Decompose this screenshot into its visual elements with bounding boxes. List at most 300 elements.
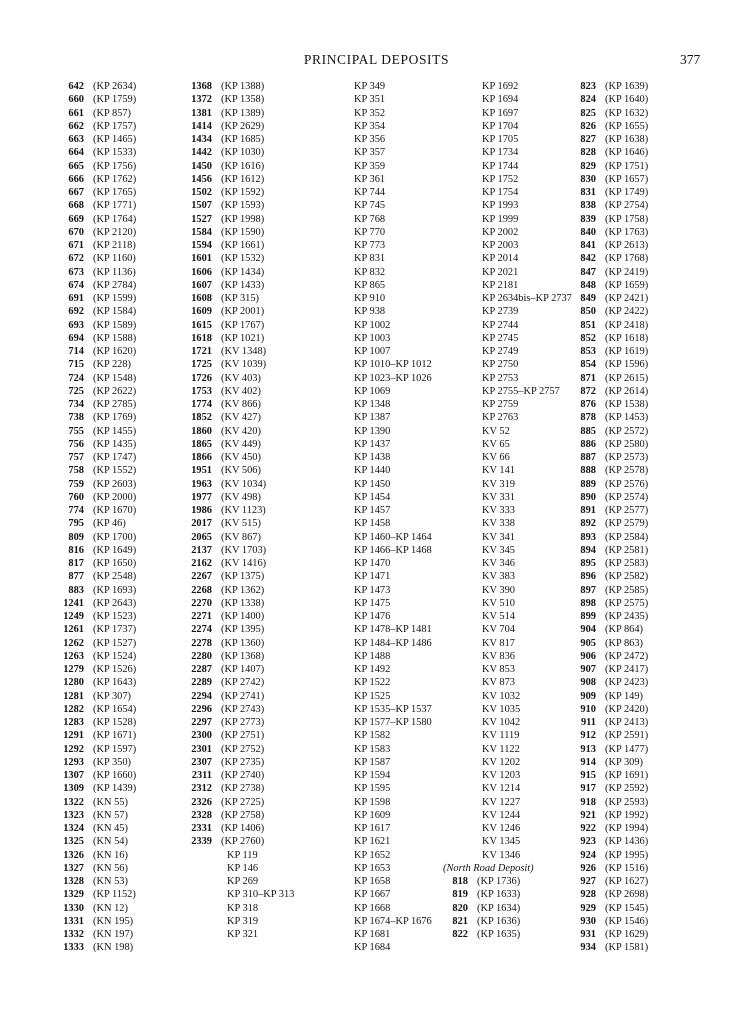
entry-reference: KP 910 — [354, 293, 386, 304]
entry-row — [0, 80, 649, 93]
entry-number: 795 — [68, 518, 84, 530]
entry-number: 821 — [452, 915, 468, 927]
entry-row — [0, 769, 649, 782]
entry-number: 691 — [68, 293, 84, 304]
entry-row — [0, 676, 649, 689]
entry-row — [0, 716, 649, 729]
entry-reference: (KP 2740) — [221, 770, 265, 781]
entry-number: 668 — [68, 200, 84, 212]
entry-number: 828 — [580, 147, 596, 159]
entry-reference: KP 1609 — [354, 809, 391, 821]
entry-reference: KP 359 — [354, 160, 386, 172]
entry-reference: KV 52 — [482, 425, 510, 437]
entry-reference: (KP 2575) — [605, 597, 649, 609]
entry-reference: KP 1744 — [482, 160, 519, 172]
entry-reference: (KP 1650) — [93, 558, 137, 569]
entry-number: 1594 — [191, 240, 212, 251]
entry-reference: KP 1473 — [354, 584, 391, 596]
entry-number: 692 — [68, 306, 84, 318]
entry-number: 818 — [452, 876, 468, 887]
entry-reference: (KP 2579) — [605, 518, 649, 530]
entry-number: 715 — [68, 359, 84, 371]
entry-reference: (KP 1375) — [221, 571, 265, 583]
entry-reference: KV 1346 — [482, 849, 521, 861]
entry-reference: KP 1010–KP 1012 — [354, 359, 432, 371]
entry-reference: (KP 1588) — [93, 332, 137, 344]
entry-reference: (KP 2582) — [605, 571, 649, 583]
entry-reference: (KV 450) — [221, 452, 261, 463]
entry-reference: KV 1202 — [482, 756, 521, 768]
entry-reference: (KP 1749) — [605, 187, 649, 198]
entry-reference: (KP 2614) — [605, 385, 649, 397]
entry-number: 1323 — [63, 809, 84, 821]
entry-number: 890 — [580, 491, 596, 503]
entry-number: 930 — [580, 915, 596, 927]
entry-reference: (KP 1612) — [221, 173, 265, 185]
entry-reference: (KP 1596) — [605, 359, 649, 371]
entry-reference: KP 269 — [227, 876, 259, 887]
entry-number: 907 — [580, 664, 596, 675]
entry-number: 1263 — [63, 650, 84, 662]
entry-number: 1963 — [191, 478, 212, 490]
entry-reference: KV 514 — [482, 611, 516, 622]
entry-number: 923 — [580, 836, 596, 848]
entry-row — [0, 888, 649, 901]
entry-reference: (KP 1659) — [605, 279, 649, 291]
entry-number: 831 — [580, 187, 596, 198]
entry-reference: KP 2739 — [482, 306, 519, 318]
entry-number: 1527 — [191, 213, 212, 225]
entry-number: 1866 — [191, 452, 212, 463]
entry-reference: KP 938 — [354, 306, 386, 318]
entry-reference: (KN 195) — [93, 915, 134, 927]
entry-number: 758 — [68, 465, 84, 477]
entry-reference: KP 1478–KP 1481 — [354, 624, 432, 636]
page-number: 377 — [680, 52, 701, 67]
entry-reference: (KP 2435) — [605, 611, 649, 622]
entry-number: 665 — [68, 160, 84, 172]
entry-reference: (KP 1160) — [93, 253, 136, 265]
entry-reference: KP 865 — [354, 279, 386, 291]
entry-reference: (KP 1584) — [93, 306, 137, 318]
entry-reference: (KP 1548) — [93, 372, 137, 384]
entry-reference: (KP 2422) — [605, 306, 649, 318]
entry-reference: KV 331 — [482, 491, 516, 503]
entry-reference: KP 1754 — [482, 187, 519, 198]
entry-reference: (KP 1685) — [221, 134, 265, 145]
entry-reference: (KV 498) — [221, 491, 261, 503]
entry-row — [0, 107, 649, 120]
entry-number: 2289 — [191, 677, 212, 689]
entry-number: 666 — [68, 173, 84, 185]
entry-reference: KV 1035 — [482, 703, 521, 715]
entry-reference: (KP 1528) — [93, 717, 137, 728]
entry-number: 2294 — [191, 690, 212, 702]
entry-reference: (KP 1693) — [93, 584, 137, 596]
entry-number: 909 — [580, 690, 596, 702]
entry-reference: (KP 1633) — [477, 889, 521, 901]
entry-number: 1584 — [191, 226, 212, 238]
column-5 — [0, 80, 649, 955]
entry-number: 1328 — [63, 876, 84, 887]
entry-reference: (KP 1455) — [93, 425, 137, 437]
entry-reference: (KP 2572) — [605, 425, 649, 437]
entry-reference: (KP 2643) — [93, 597, 137, 609]
entry-number: 1753 — [191, 385, 212, 397]
entry-number: 1241 — [63, 597, 84, 609]
entry-reference: KP 318 — [227, 902, 259, 914]
entry-reference: KP 1007 — [354, 346, 391, 357]
entry-number: 1293 — [63, 756, 84, 768]
entry-number: 848 — [580, 279, 596, 291]
entry-reference: KP 1582 — [354, 730, 391, 742]
entry-reference: KV 383 — [482, 571, 516, 583]
entry-number: 1291 — [63, 730, 84, 742]
entry-number: 670 — [68, 226, 84, 238]
entry-number: 893 — [580, 531, 596, 543]
entry-number: 910 — [580, 703, 596, 715]
entry-number: 714 — [68, 346, 84, 357]
entry-row — [0, 597, 649, 610]
entry-number: 693 — [68, 319, 84, 331]
entry-reference: (KP 1368) — [221, 650, 265, 662]
entry-number: 908 — [580, 677, 596, 689]
entry-reference: KV 817 — [482, 637, 516, 649]
entry-row — [0, 425, 649, 438]
entry-number: 820 — [452, 902, 468, 914]
entry-reference: KP 1525 — [354, 690, 391, 702]
entry-reference: (KP 1629) — [605, 929, 649, 940]
entry-reference: (KP 1654) — [93, 703, 137, 715]
entry-reference: (KP 1434) — [221, 266, 265, 278]
entry-reference: KP 1704 — [482, 120, 519, 132]
entry-number: 1309 — [63, 783, 84, 795]
entry-reference: (KV 1416) — [221, 558, 267, 569]
entry-reference: (KP 1477) — [605, 743, 649, 755]
entry-reference: (KP 1619) — [605, 346, 649, 357]
entry-reference: (KP 1691) — [605, 770, 649, 781]
entry-row — [0, 213, 649, 226]
entry-number: 892 — [580, 518, 596, 530]
entry-number: 905 — [580, 637, 596, 649]
entry-number: 899 — [580, 611, 596, 622]
entry-row — [0, 584, 649, 597]
entry-number: 898 — [580, 597, 596, 609]
entry-reference: (KN 45) — [93, 823, 128, 834]
entry-reference: KV 853 — [482, 664, 516, 675]
entry-reference: KP 1658 — [354, 876, 391, 887]
entry-number: 667 — [68, 187, 84, 198]
entry-reference: (KN 56) — [93, 862, 128, 874]
entry-number: 2339 — [191, 836, 212, 848]
entry-number: 924 — [580, 849, 596, 861]
entry-reference: KV 341 — [482, 531, 516, 543]
entry-number: 1774 — [191, 399, 212, 410]
entry-reference: (KP 1388) — [221, 81, 265, 92]
entry-reference: KP 1522 — [354, 677, 391, 689]
entry-reference: KP 1594 — [354, 770, 391, 781]
entry-reference: (KP 315) — [221, 293, 260, 304]
entry-reference: (KP 2742) — [221, 677, 265, 689]
entry-reference: (KP 1465) — [93, 134, 137, 145]
entry-reference: (KV 427) — [221, 412, 261, 424]
entry-reference: KP 1484–KP 1486 — [354, 637, 432, 649]
entry-reference: (KP 2738) — [221, 783, 265, 795]
entry-reference: (KP 2634) — [93, 81, 137, 92]
entry-number: 823 — [580, 81, 596, 92]
entry-number: 826 — [580, 120, 596, 132]
entry-reference: KP 2745 — [482, 332, 519, 344]
entry-number: 1261 — [63, 624, 84, 636]
entry-reference: KP 1535–KP 1537 — [354, 703, 432, 715]
entry-reference: KP 831 — [354, 253, 386, 265]
entry-reference: KP 832 — [354, 266, 386, 278]
entry-number: 1852 — [191, 412, 212, 424]
entry-reference: KP 1692 — [482, 81, 519, 92]
entry-reference: (KP 2743) — [221, 703, 265, 715]
entry-number: 2300 — [191, 730, 212, 742]
entry-reference: (KP 2591) — [605, 730, 649, 742]
entry-reference: KP 1458 — [354, 518, 391, 530]
entry-number: 914 — [580, 756, 596, 768]
entry-reference: KV 704 — [482, 624, 516, 636]
entry-number: 1607 — [191, 279, 212, 291]
entry-number: 1502 — [191, 187, 212, 198]
entry-row — [0, 928, 649, 941]
entry-reference: (KP 1771) — [93, 200, 137, 212]
entry-reference: (KP 1998) — [221, 213, 265, 225]
entry-reference: (KP 1747) — [93, 452, 137, 463]
entry-reference: (KP 1764) — [93, 213, 137, 225]
entry-reference: KV 1345 — [482, 836, 521, 848]
entry-number: 849 — [580, 293, 596, 304]
entry-row — [0, 729, 649, 742]
entry-number: 931 — [580, 929, 596, 940]
entry-reference: KV 1203 — [482, 770, 521, 781]
entry-reference: KV 346 — [482, 558, 516, 569]
entry-reference: KP 1653 — [354, 862, 391, 874]
entry-reference: (KP 2000) — [93, 491, 137, 503]
entry-number: 1414 — [191, 120, 212, 132]
entry-number: 847 — [580, 266, 596, 278]
entry-row — [0, 743, 649, 756]
entry-reference: (KP 1636) — [477, 915, 521, 927]
entry-reference: (KP 1620) — [93, 346, 137, 357]
entry-number: 1327 — [63, 862, 84, 874]
entry-reference: (KP 1627) — [605, 876, 649, 887]
entry-reference: (KP 1338) — [221, 597, 265, 609]
entry-reference: (KP 2698) — [605, 889, 649, 901]
entry-number: 895 — [580, 558, 596, 569]
entry-row — [0, 451, 649, 464]
entry-reference: (KP 1649) — [93, 544, 137, 556]
entry-number: 774 — [68, 505, 84, 516]
entry-reference: KV 1214 — [482, 783, 521, 795]
entry-reference: (KP 1453) — [605, 412, 649, 424]
entry-reference: (KP 1389) — [221, 107, 265, 119]
entry-number: 2296 — [191, 703, 212, 715]
entry-number: 1609 — [191, 306, 212, 318]
entry-row — [0, 941, 649, 954]
entry-number: 829 — [580, 160, 596, 172]
entry-reference: KP 1454 — [354, 491, 391, 503]
entry-reference: KV 873 — [482, 677, 516, 689]
entry-number: 1442 — [191, 147, 212, 159]
entry-reference: (KP 2584) — [605, 531, 649, 543]
entry-number: 1279 — [63, 664, 84, 675]
entry-row — [0, 915, 649, 928]
entry-number: 1322 — [63, 796, 84, 808]
entry-number: 694 — [68, 332, 84, 344]
entry-reference: KV 1119 — [482, 730, 520, 742]
entry-number: 1601 — [191, 253, 212, 265]
entry-reference: (KP 1592) — [221, 187, 265, 198]
entry-reference: (KP 1546) — [605, 915, 649, 927]
entry-reference: KP 2014 — [482, 253, 519, 265]
entry-reference: (KN 16) — [93, 849, 128, 861]
entry-reference: KP 2763 — [482, 412, 519, 424]
entry-number: 906 — [580, 650, 596, 662]
entry-reference: KP 349 — [354, 81, 386, 92]
entry-reference: KP 1457 — [354, 505, 391, 516]
entry-row — [0, 146, 649, 159]
entry-reference: KV 338 — [482, 518, 516, 530]
entry-reference: (KP 1640) — [605, 94, 649, 106]
entry-number: 2307 — [191, 756, 212, 768]
entry-number: 842 — [580, 253, 596, 265]
entry-reference: (KP 1136) — [93, 266, 136, 278]
entry-reference: KP 1668 — [354, 902, 391, 914]
entry-row — [0, 372, 649, 385]
entry-reference: KP 2021 — [482, 266, 519, 278]
entry-reference: (KV 449) — [221, 438, 261, 450]
entry-number: 850 — [580, 306, 596, 318]
entry-reference: (KP 2580) — [605, 438, 649, 450]
entry-number: 1951 — [191, 465, 212, 477]
entry-reference: (KV 1348) — [221, 346, 267, 357]
entry-reference: KP 1621 — [354, 836, 391, 848]
entry-reference: (KP 1616) — [221, 160, 265, 172]
entry-reference: (KP 1639) — [605, 81, 649, 92]
entry-reference: (KP 2576) — [605, 478, 649, 490]
entry-number: 825 — [580, 107, 596, 119]
entry-row — [0, 411, 649, 424]
entry-reference: (KP 1758) — [605, 213, 649, 225]
entry-number: 927 — [580, 876, 596, 887]
entry-number: 851 — [580, 319, 596, 331]
entry-reference: (KP 46) — [93, 518, 126, 530]
entry-reference: (KP 1700) — [93, 531, 137, 543]
entry-reference: (KP 1657) — [605, 173, 649, 185]
entry-number: 2162 — [191, 558, 212, 569]
entry-number: 886 — [580, 438, 596, 450]
entry-reference: (KP 2613) — [605, 240, 649, 251]
entry-reference: KP 119 — [227, 849, 258, 861]
entry-reference: (KP 1524) — [93, 650, 137, 662]
entry-reference: (KP 350) — [93, 756, 132, 768]
entry-reference: KV 1122 — [482, 743, 520, 755]
entry-number: 889 — [580, 478, 596, 490]
entry-number: 1280 — [63, 677, 84, 689]
entry-row — [0, 266, 649, 279]
entry-number: 760 — [68, 491, 84, 503]
entry-reference: KV 1032 — [482, 690, 521, 702]
entry-number: 824 — [580, 94, 596, 106]
entry-reference: KP 1069 — [354, 385, 391, 397]
entry-reference: KV 1227 — [482, 796, 521, 808]
entry-reference: (KV 420) — [221, 425, 261, 437]
entry-reference: KP 1674–KP 1676 — [354, 915, 432, 927]
entry-number: 671 — [68, 240, 84, 251]
entry-reference: (KV 506) — [221, 465, 261, 477]
entry-reference: KP 1348 — [354, 399, 391, 410]
entry-row — [0, 464, 649, 477]
entry-reference: (KV 1039) — [221, 359, 267, 371]
entry-number: 2278 — [191, 637, 212, 649]
entry-number: 1977 — [191, 491, 212, 503]
entry-number: 838 — [580, 200, 596, 212]
entry-reference: (KN 53) — [93, 876, 128, 887]
entry-reference: KV 141 — [482, 465, 516, 477]
entry-reference: (KP 2577) — [605, 505, 649, 516]
entry-number: 1986 — [191, 505, 212, 516]
entry-reference: (KV 1703) — [221, 544, 267, 556]
entry-number: 2271 — [191, 611, 212, 622]
entry-reference: (KP 1994) — [605, 823, 649, 834]
entry-reference: (KP 1436) — [605, 836, 649, 848]
entry-reference: KP 352 — [354, 107, 386, 119]
entry-reference: (KP 2751) — [221, 730, 265, 742]
entry-reference: (KP 1030) — [221, 147, 265, 159]
entry-reference: KP 744 — [354, 187, 386, 198]
entry-reference: KP 1667 — [354, 889, 391, 901]
entry-number: 1283 — [63, 717, 84, 728]
entry-row — [0, 438, 649, 451]
entry-reference: (KP 863) — [605, 637, 644, 649]
entry-number: 1372 — [191, 94, 212, 106]
entry-number: 759 — [68, 478, 84, 490]
entry-reference: (KP 1768) — [605, 253, 649, 265]
entry-row — [0, 756, 644, 769]
entry-number: 871 — [580, 372, 596, 384]
entry-number: 2017 — [191, 518, 212, 530]
entry-row — [0, 703, 649, 716]
entry-reference: KP 1476 — [354, 611, 391, 622]
entry-reference: KP 1617 — [354, 823, 391, 834]
entry-number: 1329 — [63, 889, 84, 901]
entry-reference: (KP 2593) — [605, 796, 649, 808]
entry-reference: KP 1002 — [354, 319, 391, 331]
entry-row — [0, 398, 649, 411]
entry-number: 877 — [68, 571, 84, 583]
entry-number: 664 — [68, 147, 84, 159]
entry-reference: (KV 1123) — [221, 505, 266, 516]
entry-reference: (KP 2423) — [605, 677, 649, 689]
entry-reference: KV 345 — [482, 544, 516, 556]
entry-reference: (KN 55) — [93, 796, 128, 808]
entry-row — [0, 239, 649, 252]
entry-number: 921 — [580, 809, 596, 821]
entry-number: 1507 — [191, 200, 212, 212]
entry-row — [0, 385, 649, 398]
entry-number: 841 — [580, 240, 596, 251]
entry-reference: KP 1460–KP 1464 — [354, 531, 432, 543]
entry-number: 2270 — [191, 597, 212, 609]
entry-reference: (KP 1593) — [221, 200, 265, 212]
entry-reference: (KN 197) — [93, 929, 134, 940]
entry-row — [0, 133, 649, 146]
entry-reference: (KP 1661) — [221, 240, 265, 251]
